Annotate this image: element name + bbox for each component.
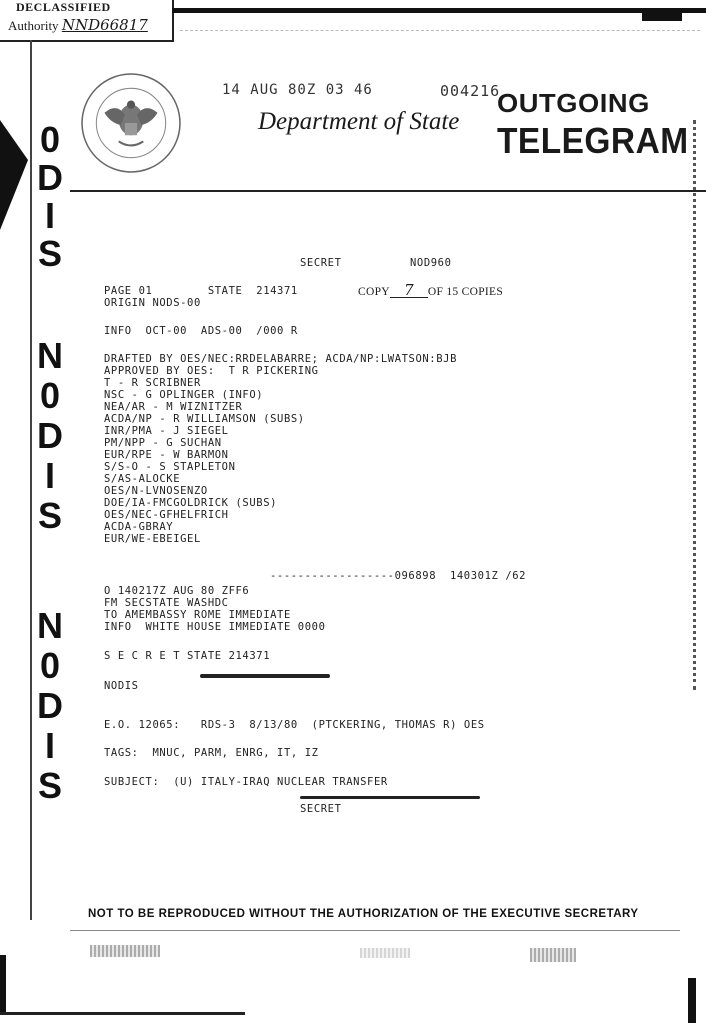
clearance-item: S/S-O - S STAPLETON [104,461,236,473]
side-letter: D [37,415,63,456]
origin-line: ORIGIN NODS-00 [104,297,201,309]
side-letter: S [37,495,62,536]
tags-line: TAGS: MNUC, PARM, ENRG, IT, IZ [104,747,319,759]
clearance-item: EUR/RPE - W BARMON [104,449,229,461]
approved-by-line: APPROVED BY OES: T R PICKERING [104,365,319,377]
top-dashed-line [180,30,700,31]
left-margin-rule [30,40,32,920]
side-letter: S [37,233,62,274]
telegram-date-time: 14 AUG 80Z 03 46 [222,82,373,98]
clearance-item: PM/NPP - G SUCHAN [104,437,222,449]
stamp-authority-value: NND66817 [61,16,148,34]
department-seal-icon [80,72,182,174]
reproduction-notice: NOT TO BE REPRODUCED WITHOUT THE AUTHORIZATION OF THE EXECUTIVE SECRETARY [88,908,639,920]
clearance-item: NSC - G OPLINGER (INFO) [104,389,264,401]
clearance-item: INR/PMA - J SIEGEL [104,425,229,437]
clearance-item: DOE/IA-FMCGOLDRICK (SUBS) [104,497,278,509]
clearance-item: EUR/WE-EBEIGEL [104,533,201,545]
department-name: Department of State [258,108,460,135]
top-block [642,12,682,21]
side-letter: I [44,455,55,496]
side-letter: S [37,765,62,806]
side-letter: N [37,335,63,376]
stamp-authority [8,16,148,34]
clearance-item: OES/NEC-GFHELFRICH [104,509,229,521]
to-line: TO AMEMBASSY ROME IMMEDIATE [104,609,291,621]
copy-of: OF 15 COPIES [427,286,504,298]
info-line: INFO OCT-00 ADS-00 /000 R [104,325,298,337]
clearance-item: OES/N-LVNOSENZO [104,485,208,497]
eo-line: E.O. 12065: RDS-3 8/13/80 (PTCKERING, THOMAS R) OES [104,719,485,731]
bottom-right-mark [688,978,696,1023]
side-letter: D [37,157,63,198]
side-letter: N [37,605,63,646]
info-addressee-line: INFO WHITE HOUSE IMMEDIATE 0000 [104,621,326,633]
precedence-line: O 140217Z AUG 80 ZFF6 [104,585,250,597]
copy-label: COPY [358,286,390,298]
clearance-item: ACDA-GBRAY [104,521,174,533]
left-margin-mark [0,120,28,230]
header-rule [70,190,706,192]
copy-line [358,280,503,299]
subject-line: SUBJECT: (U) ITALY-IRAQ NUCLEAR TRANSFER [104,776,388,788]
bottom-rule [0,1012,245,1015]
side-letter: 0 [39,375,61,416]
footer-rule [70,930,680,931]
telegram-serial: 004216 [440,82,501,100]
clearance-list [104,378,305,546]
classification-line: S E C R E T STATE 214371 [104,650,271,662]
side-letter: D [37,685,63,726]
drafted-by-line: DRAFTED BY OES/NEC:RRDELABARRE; ACDA/NP:LWATSON:BJB [104,353,457,365]
right-margin-dots [693,120,700,690]
bottom-left-mark [0,955,6,1015]
clearance-item: NEA/AR - M WIZNITZER [104,401,243,413]
clearance-item: T - R SCRIBNER [104,377,201,389]
copy-number: 7 [390,284,428,298]
routing-line: ------------------096898 140301Z /62 [270,570,527,582]
redaction-bar [200,674,330,678]
page-line: PAGE 01 STATE 214371 [104,285,298,297]
handling-line: NODIS [104,680,139,692]
side-letter: 0 [39,119,61,160]
from-line: FM SECSTATE WASHDC [104,597,229,609]
top-rule [172,8,706,13]
stamp-title: DECLASSIFIED [16,0,111,14]
redaction-bar [300,796,480,799]
side-letter: I [44,725,55,766]
scan-smudge [90,945,160,957]
clearance-item: S/AS-ALOCKE [104,473,181,485]
side-letter: 0 [39,645,61,686]
clearance-item: ACDA/NP - R WILLIAMSON (SUBS) [104,413,305,425]
nod-number: NOD960 [410,257,452,269]
scan-smudge [530,948,576,962]
classification-top: SECRET [300,257,342,269]
side-letter: I [44,195,55,236]
classification-bottom: SECRET [300,803,342,815]
stamp-authority-label: Authority [8,18,59,33]
scan-smudge [360,948,410,958]
telegram-label: TELEGRAM [497,120,689,161]
outgoing-label: OUTGOING [497,88,650,118]
